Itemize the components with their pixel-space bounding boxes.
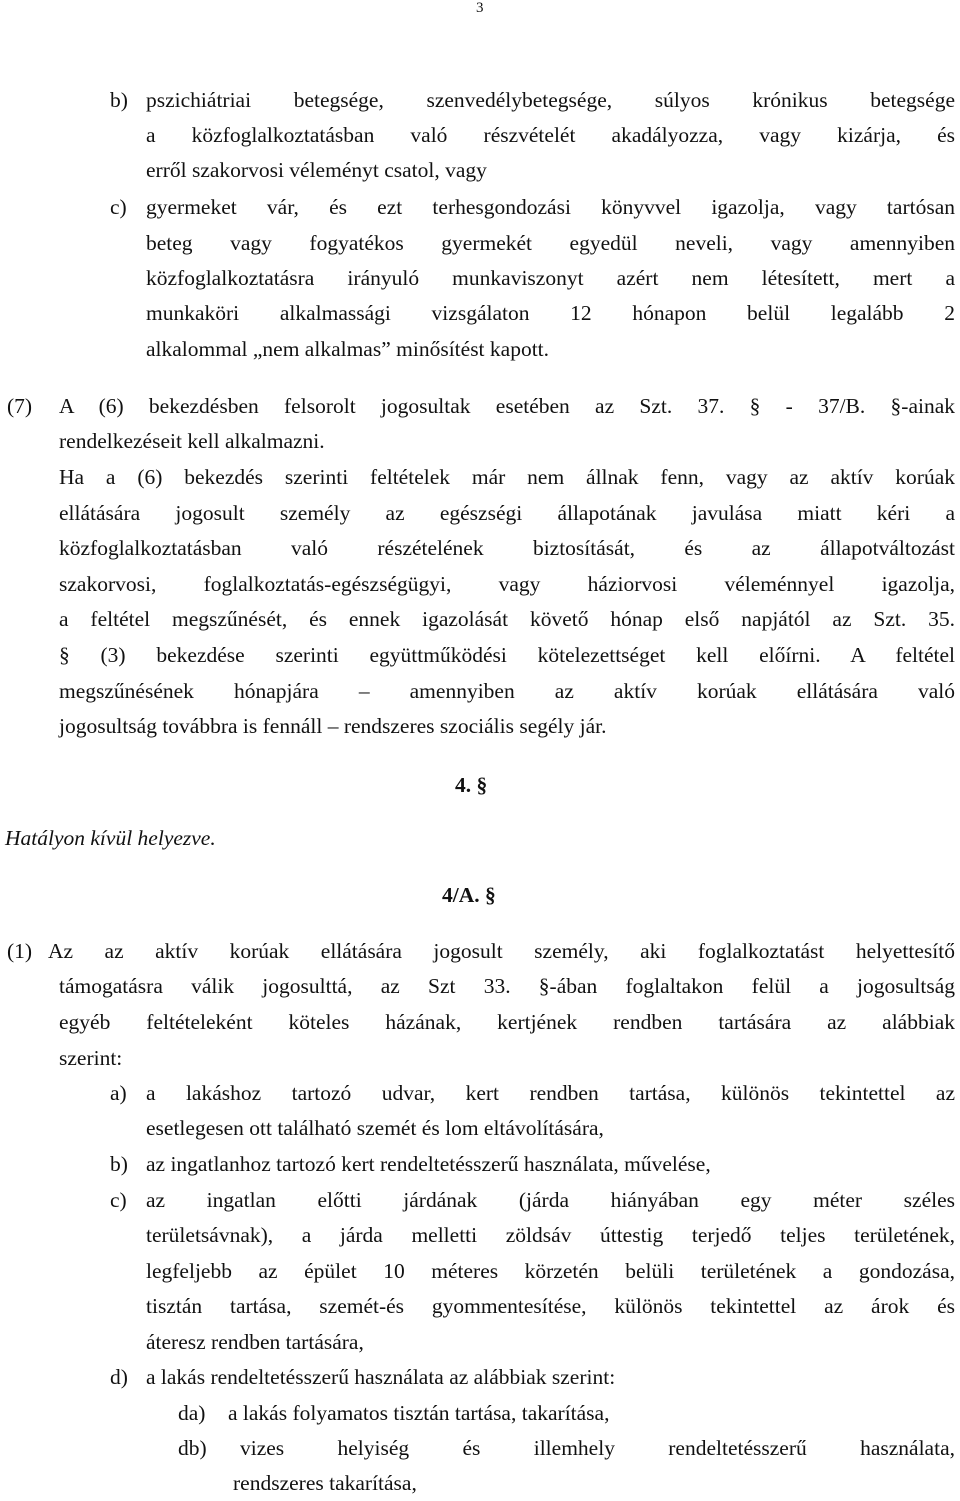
text-line: A (6) bekezdésben felsorolt jogosultak esetében az Szt. 37. § - 37/B. §-ainak [59, 394, 955, 418]
text-line: rendelkezéseit kell alkalmazni. [59, 429, 325, 453]
text-line: beteg vagy fogyatékos gyermekét egyedül neveli, vagy amennyiben [146, 231, 955, 255]
text-line: közfoglalkoztatásban való részételének biztosítását, és az állapotváltozást [59, 536, 955, 560]
text-line: vizes helyiség és illemhely rendeltetésszerű használata, [240, 1436, 955, 1460]
text-line: gyermeket vár, és ezt terhesgondozási könyvvel igazolja, vagy tartósan [146, 195, 955, 219]
list-label-b: b) [110, 1152, 128, 1176]
text-line: a lakáshoz tartozó udvar, kert rendben tartása, különös tekintettel az [146, 1081, 955, 1105]
text-line: az ingatlan előtti járdának (járda hiányában egy méter széles [146, 1188, 955, 1212]
list-label-d: d) [110, 1365, 128, 1389]
text-line: jogosultság továbbra is fennáll – rendszeres szociális segély jár. [59, 714, 607, 738]
text-line: esetlegesen ott található szemét és lom eltávolítására, [146, 1116, 604, 1140]
text-line: szerint: [59, 1046, 123, 1070]
text-line: rendszeres takarítása, [233, 1471, 417, 1495]
text-line: a közfoglalkoztatásban való részvételét akadályozza, vagy kizárja, és [146, 123, 955, 147]
text-line: § (3) bekezdése szerinti együttműködési kötelezettséget kell előírni. A feltétel [59, 643, 955, 667]
text-line: áteresz rendben tartására, [146, 1330, 364, 1354]
text-line: erről szakorvosi véleményt csatol, vagy [146, 158, 487, 182]
text-line: ellátására jogosult személy az egészségi állapotának javulása miatt kéri a [59, 501, 955, 525]
text-line: a lakás folyamatos tisztán tartása, takarítása, [228, 1401, 610, 1425]
text-line: közfoglalkoztatásra irányuló munkaviszonyt azért nem létesített, mert a [146, 266, 955, 290]
text-line: megszűnésének hónapjára – amennyiben az aktív korúak ellátására való [59, 679, 955, 703]
text-line: a lakás rendeltetésszerű használata az alábbiak szerint: [146, 1365, 616, 1389]
text-line: a feltétel megszűnését, és ennek igazolását követő hónap első napjától az Szt. 35. [59, 607, 955, 631]
paragraph-label-7: (7) [7, 394, 33, 418]
list-label-db: db) [178, 1436, 207, 1460]
text-line: Az az aktív korúak ellátására jogosult személy, aki foglalkoztatást helyettesítő [48, 939, 955, 963]
text-line: alkalommal „nem alkalmas” minősítést kapott. [146, 337, 550, 361]
text-line: szakorvosi, foglalkoztatás-egészségügyi, vagy háziorvosi véleménnyel igazolja, [59, 572, 955, 596]
repealed-note: Hatályon kívül helyezve. [5, 826, 216, 850]
text-line: pszichiátriai betegsége, szenvedélybetegsége, súlyos krónikus betegsége [146, 88, 955, 112]
text-line: legfeljebb az épület 10 méteres körzetén belüli területének a gondozása, [146, 1259, 955, 1283]
text-line: munkaköri alkalmassági vizsgálaton 12 hónapon belül legalább 2 [146, 301, 955, 325]
list-label-b: b) [110, 88, 128, 112]
text-line: Ha a (6) bekezdés szerinti feltételek már nem állnak fenn, vagy az aktív korúak [59, 465, 955, 489]
section-heading-4a: 4/A. § [442, 883, 496, 907]
text-line: területsávnak), a járda melletti zöldsáv úttestig terjedő teljes területének, [146, 1223, 955, 1247]
text-line: tisztán tartása, szemét-és gyommentesítése, különös tekintettel az árok és [146, 1294, 955, 1318]
paragraph-label-1: (1) [7, 939, 33, 963]
list-label-a: a) [110, 1081, 127, 1105]
list-label-c: c) [110, 195, 127, 219]
text-line: támogatásra válik jogosulttá, az Szt 33. §-ában foglaltakon felül a jogosultság [59, 974, 955, 998]
section-heading-4: 4. § [455, 773, 488, 797]
list-label-da: da) [178, 1401, 206, 1425]
page-number: 3 [476, 0, 484, 16]
list-label-c: c) [110, 1188, 127, 1212]
text-line: az ingatlanhoz tartozó kert rendeltetésszerű használata, művelése, [146, 1152, 711, 1176]
text-line: egyéb feltételeként köteles házának, kertjének rendben tartására az alábbiak [59, 1010, 955, 1034]
